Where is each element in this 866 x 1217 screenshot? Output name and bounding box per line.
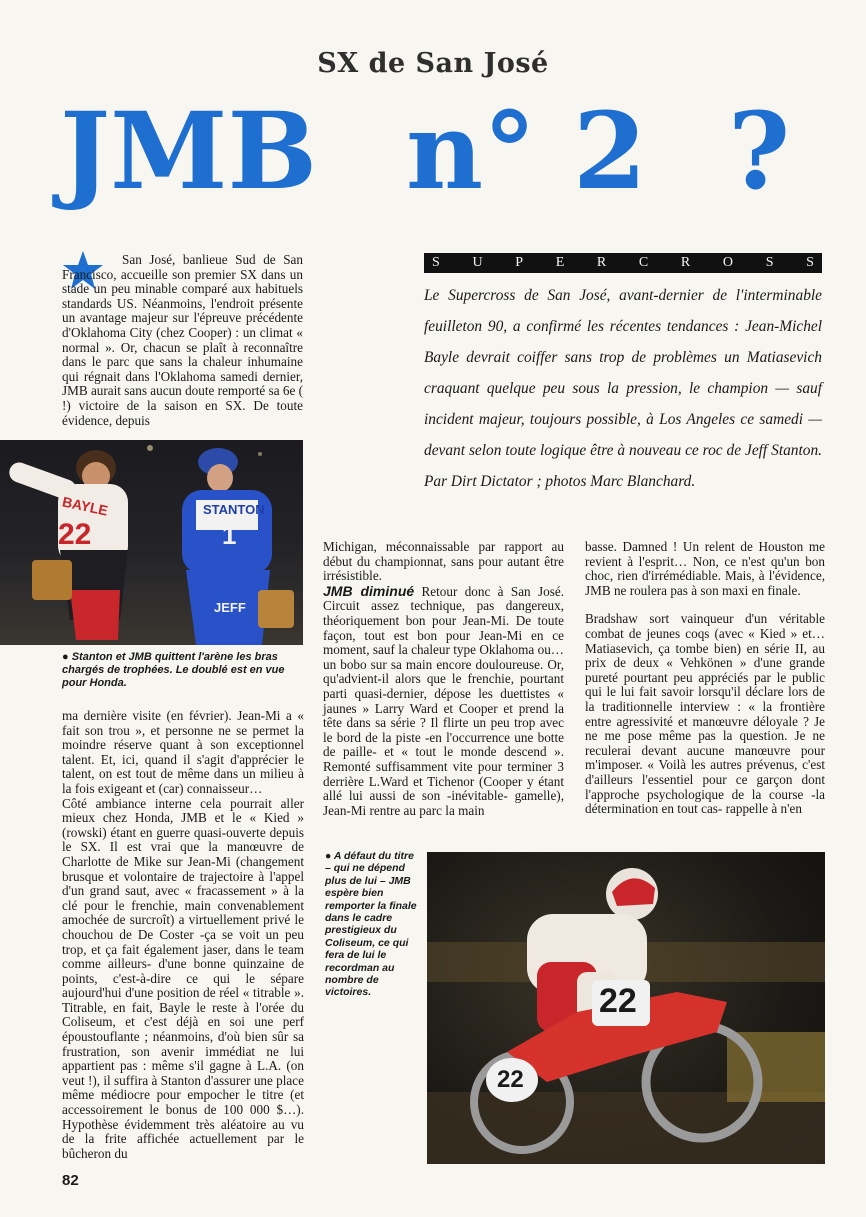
bike-number-front: 22: [497, 1066, 524, 1093]
page-number: 82: [62, 1172, 79, 1189]
standfirst: Le Supercross de San José, avant-dernier de l'interminable feuilleton 90, a confirmé les récentes tendances : Jean-Michel Bayle devrait coiffer sans trop de problèmes un Matiasevich craquant quelque peu sous la pression, le champion — sauf incident majeur, toujours possible, à Los Angeles ce samedi — devant selon toute logique être à nouveau ce roc de Jeff Stanton. Par Dirt Dictator ; photos Marc Blanchard.: [424, 287, 822, 490]
band-letter: O: [722, 255, 734, 270]
paragraph: Michigan, méconnaissable par rapport au début du championnat, sans pour autant être irrésistible.: [323, 539, 564, 584]
headline-jmb: JMB: [60, 88, 318, 213]
paragraph: ma dernière visite (en février). Jean-Mi a « fait son trou », et personne ne se permet la moindre réserve quant à son exceptionnel talent. Et, ici, quand il s'agit d'apprécier le talent, on est tout de même dans un milieu à la fois exigeant et (car) connaisseur…: [62, 708, 304, 796]
subheading: JMB diminué: [323, 582, 415, 599]
rider-left-number: 22: [58, 518, 92, 551]
kicker-title: SX de San José: [317, 48, 549, 79]
photo-caption: ● Stanton et JMB quittent l'arène les bras chargés de trophées. Le doublé est en vue pour Honda.: [62, 651, 285, 689]
headline-question-mark: ?: [728, 88, 791, 213]
paragraph: [323, 584, 564, 819]
rider-right-name: STANTON: [203, 502, 265, 517]
photo-rider-on-bike: [427, 852, 825, 1164]
rider-left-name: BAYLE: [60, 493, 110, 519]
paragraph: Côté ambiance interne cela pourrait aller mieux chez Honda, JMB et le « Kied » (rowski) étant en guerre quasi-ouverte depuis le SX. Il est vrai que la manœuvre de Charlotte de Mike sur Jean-Mi (changement brusque et volontaire de trajectoire à l'appel d'un grand saut, avec « fracassement » à la clé pour le frenchie, main convenablement amochée de surcroît) a virtuellement privé le chouchou de De Coster -ça se voit un peu trop, et ça fait également jaser, dans le team comme ailleurs- d'une bonne quinzaine de points, c'est-à-dire ce qui le sépare aujourd'hui d'une position de réel « titrable ». Titrable, en fait, Bayle le reste à l'orée du Coliseum, et c'est déjà en soi une perf époustouflante ; néanmoins, d'où bien sûr sa frustration, son avenir immédiat ne lui appartient pas : même s'il gagne à L.A. (on veut !), il suffira à Stanton d'assurer une place même médiocre pour empocher le titre (et accessoirement le bonus de 100 000 $…). Hypothèse évidemment très aléatoire au vu de la frite affichée actuellement par le bûcheron du: [62, 795, 304, 1161]
band-letter: U: [472, 255, 483, 270]
band-letter: S: [432, 255, 440, 270]
column-3-body: [585, 540, 825, 817]
band-letter: R: [596, 255, 607, 270]
column-2-body: [323, 540, 564, 818]
paragraph: basse. Damned ! Un relent de Houston me revient à l'esprit… Non, ce n'est qu'un bon choc, rien d'irrémédiable. Mais, à l'évidence, JMB ne roulera pas à son maxi en finale.: [585, 539, 825, 598]
paragraph-text: Retour donc à San José. Circuit assez technique, pas dangereux, théoriquement bon pour Jean-Mi. De toute façon, tout est bon pour Jean-Mi en ce moment, sauf la chaleur type Oklahoma ou… un bobo sur sa main encore douloureuse. Or, qu'advient-il alors que le frenchie, pourtant parti quasi-dernier, dépose les duettistes « jaunes » Larry Ward et Cooper et prend la tête dans sa série ? Il flirte un peu trop avec le bord de la piste -en l'occurrence une botte de paille- et « tout le monde descend ». Remonté suffisamment vite pour terminer 3 derrière L.Ward et Tichenor (Cooper y étant allé lui aussi de son -inévitable- gamelle), Jean-Mi rentre au parc la main: [323, 583, 564, 818]
lead-paragraph: San José, banlieue Sud de San Francisco, accueille son premier SX dans un stade un peu minable comparé aux habituels standards US. Néanmoins, l'endroit présente un avantage majeur sur l'épreuve précédente d'Oklahoma City (chez Cooper) : un climat « normal ». Or, chacun se plaît à reconnaître dans le parc que sans la chaleur inhumaine qui régnait dans l'Oklahoma samedi dernier, JMB aurait sans aucun doute remporté sa 6e ( !) victoire de la saison en SX. De toute évidence, depuis: [62, 252, 303, 428]
rider-right-number: 1: [222, 520, 237, 550]
photo-caption: ● A défaut du titre – qui ne dépend plus de lui – JMB espère bien remporter la finale dans le cadre prestigieux du Coliseum, ce qui fera de lui le recordman au nombre de victoires.: [325, 850, 417, 999]
band-letter: C: [638, 255, 649, 270]
paragraph: Bradshaw sort vainqueur d'un véritable combat de jeunes coqs (avec « Kied » et… Matiasevich, ça tombe bien) en série II, au prix de deux « Vehkönen » d'une grande pureté pourtant peu appréciés par le public qui le lui fait savoir lorsqu'il déclare lors de la traditionnelle interview : « la frontière entre agressivité et manœuvre déloyale ? Je ne me pose même pas la question. Je ne reculerai devant aucune manœuvre pour m'imposer. « Voilà les autres prévenus, c'est d'ailleurs l'essentiel pour ce garçon dont l'approche psychologique de la course -la détermination en tout cas- rappelle à n'en: [585, 611, 825, 817]
section-band: [424, 253, 822, 273]
headline: [0, 88, 866, 213]
band-letter: E: [555, 255, 565, 270]
band-letter: P: [515, 255, 524, 270]
photo-riders-illustration: [0, 440, 303, 645]
rider-right-pants-text: JEFF: [214, 600, 246, 615]
bike-number: 22: [599, 982, 637, 1020]
band-letter: S: [765, 255, 774, 270]
band-letter: S: [806, 255, 814, 270]
photo-riders-trophies: [0, 440, 303, 645]
band-letter: R: [680, 255, 691, 270]
headline-number: n° 2: [406, 88, 647, 213]
column-1-body: [62, 709, 304, 1161]
